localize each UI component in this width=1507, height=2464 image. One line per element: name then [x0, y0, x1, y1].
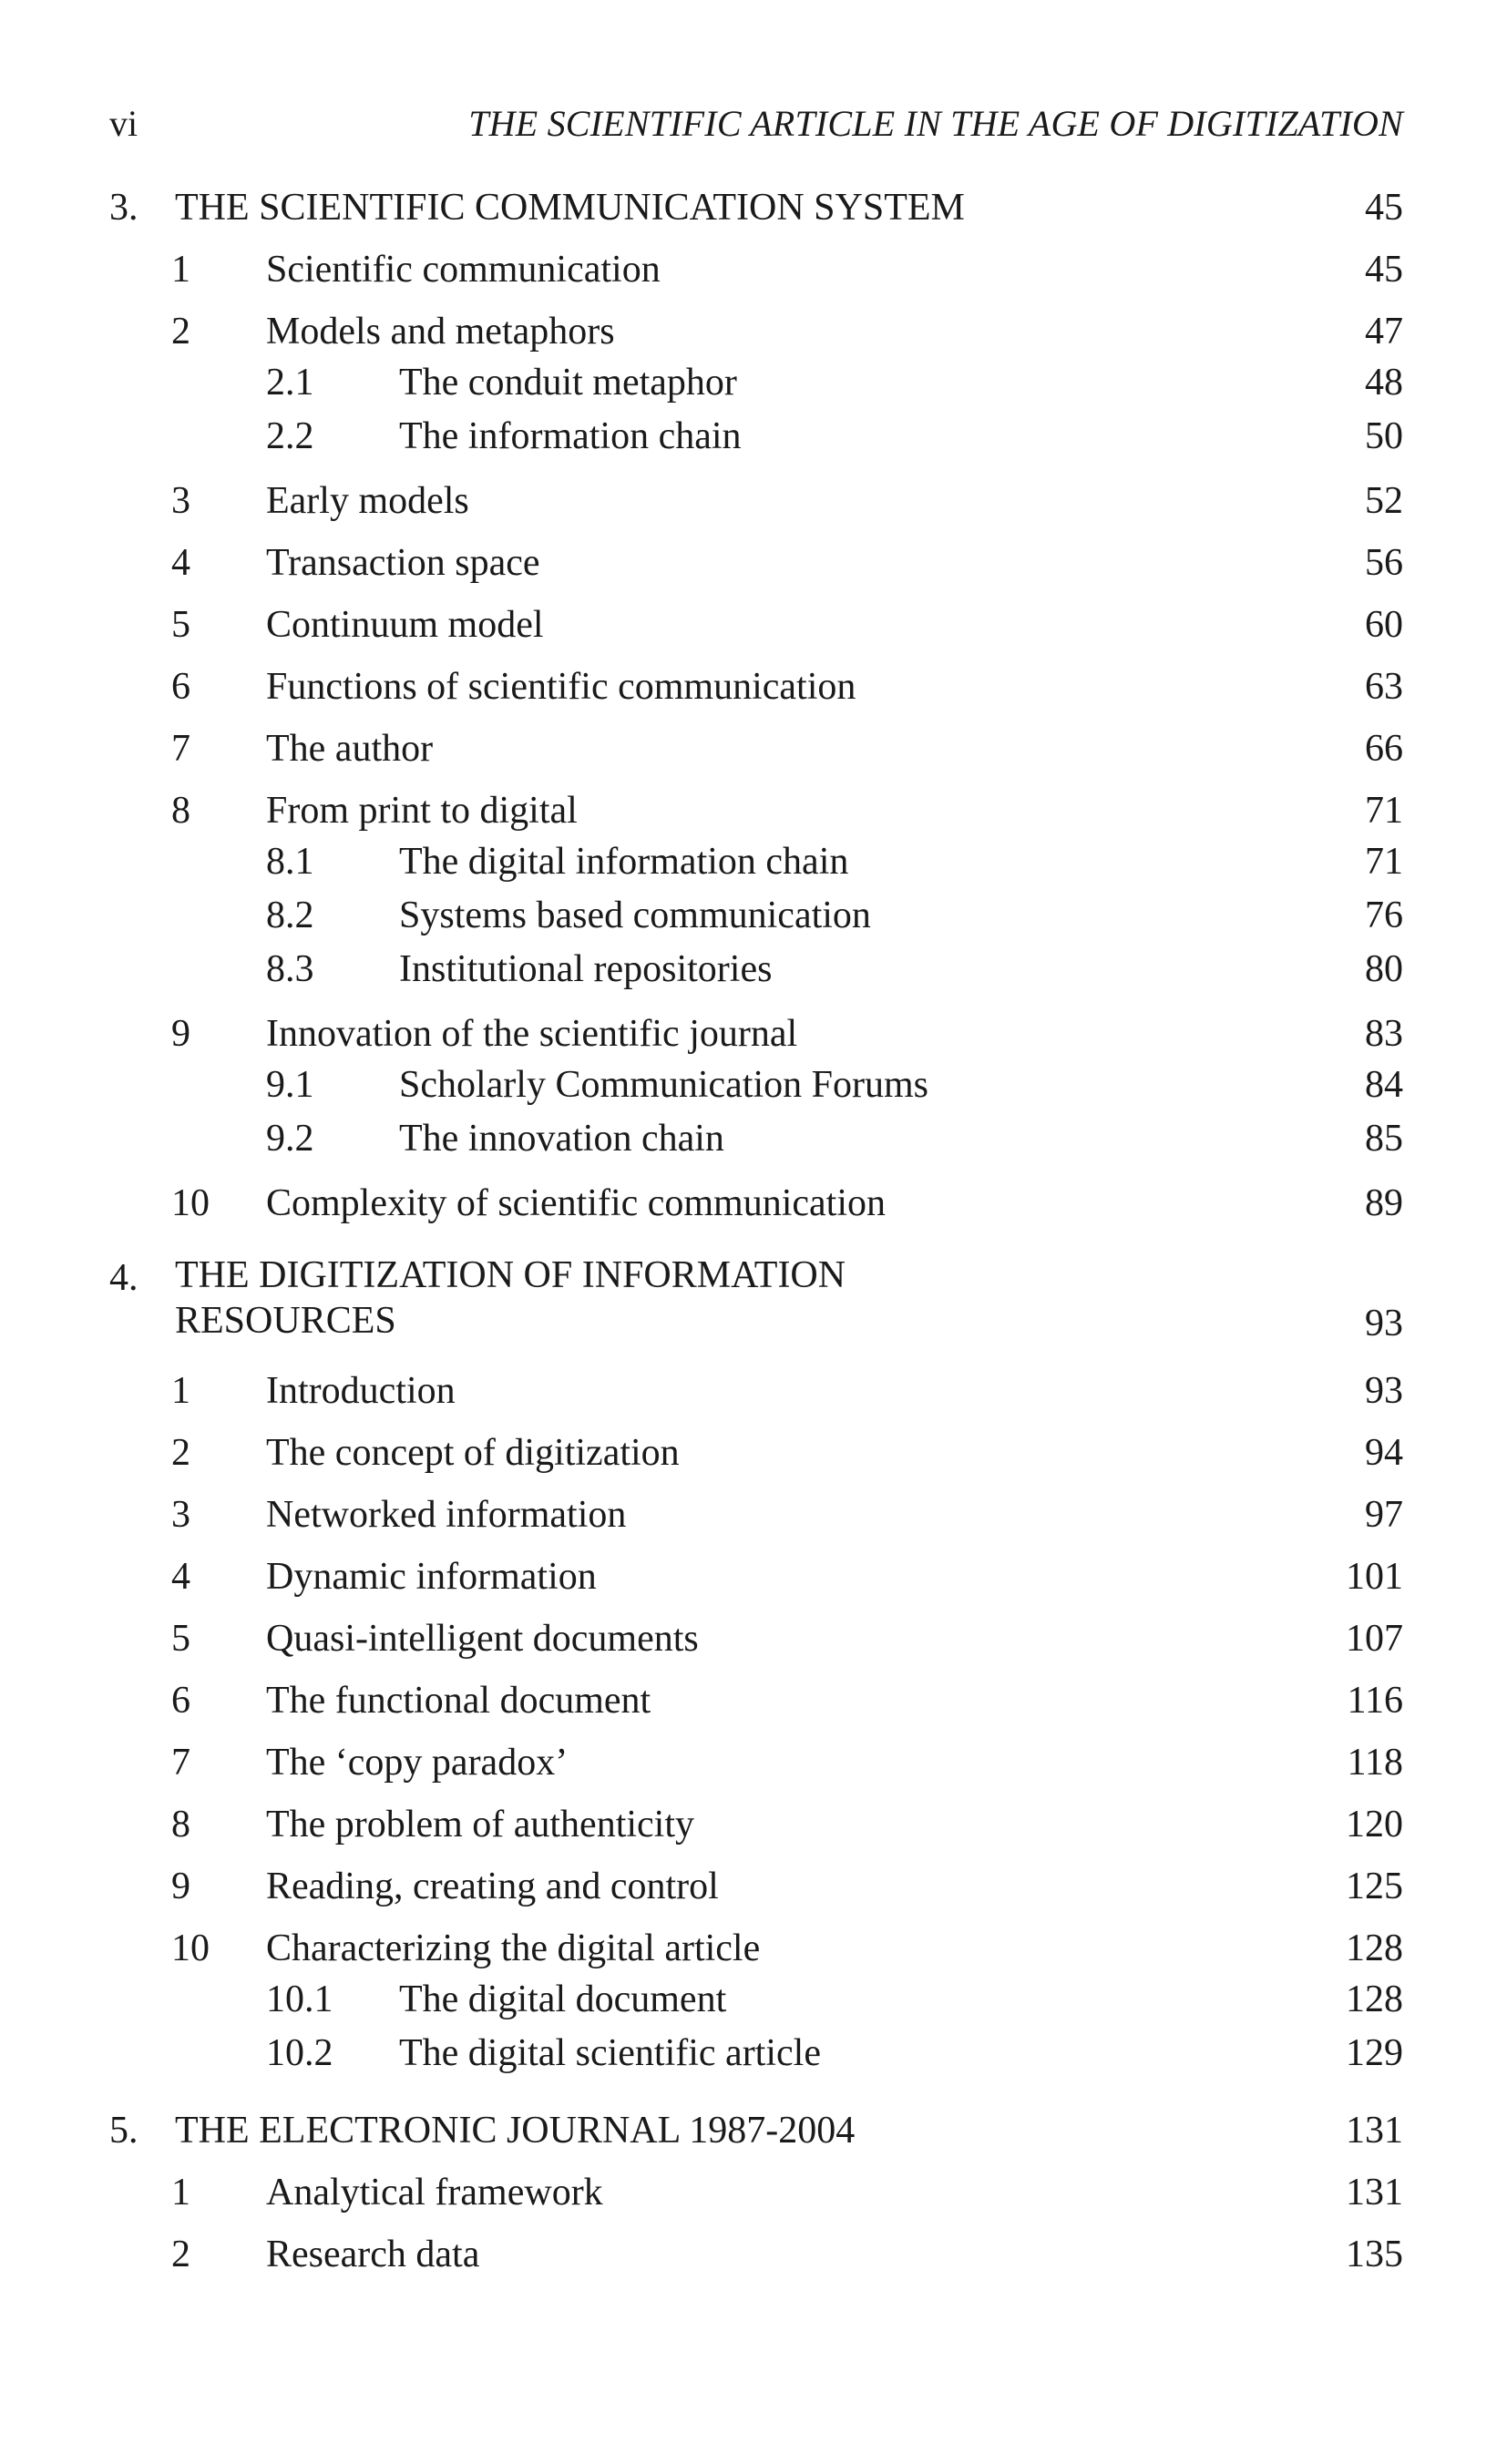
section-number: 10	[171, 1182, 210, 1224]
chapter-number: 3.	[109, 187, 138, 229]
running-head	[109, 102, 1403, 153]
subsection-title: The digital information chain	[399, 841, 849, 883]
section-number: 4	[171, 1556, 190, 1598]
section-number: 3	[171, 480, 190, 522]
toc-subsection	[109, 1059, 1403, 1113]
toc-section	[109, 1675, 1403, 1726]
subsection-page: 76	[1365, 895, 1403, 936]
section-number: 5	[171, 1618, 190, 1660]
subsection-page: 85	[1365, 1118, 1403, 1160]
subsection-title: The digital scientific article	[399, 2032, 821, 2074]
toc-chapter	[109, 2105, 1403, 2280]
subsection-title: The conduit metaphor	[399, 362, 737, 404]
section-title: Quasi-intelligent documents	[266, 1618, 699, 1660]
table-of-contents	[109, 182, 1403, 2291]
toc-section	[109, 785, 1403, 836]
section-title: The ‘copy paradox’	[266, 1742, 569, 1784]
toc-section	[109, 723, 1403, 774]
section-number: 8	[171, 1804, 190, 1845]
toc-section	[109, 1923, 1403, 1974]
subsection-number: 8.1	[266, 841, 314, 883]
chapter-title: THE SCIENTIFIC COMMUNICATION SYSTEM	[175, 187, 965, 229]
section-page: 125	[1346, 1866, 1403, 1907]
subsection-page: 80	[1365, 948, 1403, 990]
chapter-spacer	[109, 2092, 1403, 2105]
subsection-title: The information chain	[399, 415, 742, 457]
toc-section	[109, 1799, 1403, 1850]
section-title: Innovation of the scientific journal	[266, 1013, 798, 1055]
section-page: 63	[1365, 666, 1403, 708]
section-number: 1	[171, 249, 190, 291]
section-page: 56	[1365, 542, 1403, 584]
subsection-number: 8.3	[266, 948, 314, 990]
subsection-number: 8.2	[266, 895, 314, 936]
section-page: 94	[1365, 1432, 1403, 1474]
subsection-number: 9.1	[266, 1064, 314, 1106]
subsection-number: 2.1	[266, 362, 314, 404]
section-title: Early models	[266, 480, 469, 522]
section-number: 6	[171, 666, 190, 708]
section-title: Transaction space	[266, 542, 540, 584]
toc-section	[109, 661, 1403, 712]
subsection-number: 10.2	[266, 2032, 333, 2074]
section-title: Complexity of scientific communication	[266, 1182, 887, 1224]
subsection-page: 129	[1346, 2032, 1403, 2074]
section-number: 2	[171, 1432, 190, 1474]
section-title: Characterizing the digital article	[266, 1927, 761, 1969]
section-title: Functions of scientific communication	[266, 666, 856, 708]
toc-section	[109, 1427, 1403, 1478]
chapter-title: THE DIGITIZATION OF INFORMATION RESOURCES	[175, 1254, 846, 1342]
toc-section	[109, 537, 1403, 588]
section-page: 107	[1346, 1618, 1403, 1660]
section-page: 93	[1365, 1370, 1403, 1412]
section-page: 89	[1365, 1182, 1403, 1224]
section-title: Continuum model	[266, 604, 544, 646]
subsection-page: 71	[1365, 841, 1403, 883]
section-number: 2	[171, 2234, 190, 2275]
chapter-page: 93	[1365, 1303, 1403, 1344]
section-number: 1	[171, 1370, 190, 1412]
section-number: 7	[171, 728, 190, 770]
section-title: The functional document	[266, 1680, 651, 1722]
toc-section	[109, 306, 1403, 357]
toc-section	[109, 1008, 1403, 1059]
toc-section	[109, 475, 1403, 527]
toc-section	[109, 599, 1403, 650]
section-page: 118	[1347, 1742, 1403, 1784]
chapter-title: THE ELECTRONIC JOURNAL 1987-2004	[175, 2110, 856, 2152]
subsection-number: 10.1	[266, 1978, 333, 2020]
section-title: Dynamic information	[266, 1556, 597, 1598]
section-page: 52	[1365, 480, 1403, 522]
toc-subsection	[109, 2028, 1403, 2081]
toc-subsection	[109, 890, 1403, 944]
toc-subsection	[109, 944, 1403, 997]
chapter-page: 131	[1346, 2110, 1403, 2152]
toc-section	[109, 1551, 1403, 1602]
subsection-page: 128	[1346, 1978, 1403, 2020]
section-number: 1	[171, 2172, 190, 2214]
section-number: 6	[171, 1680, 190, 1722]
section-page: 135	[1346, 2234, 1403, 2275]
section-title: Scientific communication	[266, 249, 661, 291]
toc-section	[109, 1861, 1403, 1912]
toc-chapter-heading	[109, 1252, 1403, 1355]
chapter-number: 4.	[109, 1257, 138, 1299]
section-page: 71	[1365, 790, 1403, 832]
running-title: THE SCIENTIFIC ARTICLE IN THE AGE OF DIGITIZATION	[468, 103, 1403, 144]
section-number: 8	[171, 790, 190, 832]
toc-chapter-heading	[109, 182, 1403, 233]
section-number: 2	[171, 311, 190, 353]
subsection-page: 48	[1365, 362, 1403, 404]
section-page: 45	[1365, 249, 1403, 291]
document-page	[109, 0, 1403, 2464]
section-number: 10	[171, 1927, 210, 1969]
subsection-title: The digital document	[399, 1978, 727, 2020]
toc-section	[109, 1613, 1403, 1664]
toc-subsection	[109, 411, 1403, 465]
section-title: The problem of authenticity	[266, 1804, 695, 1845]
toc-subsection	[109, 1974, 1403, 2028]
section-number: 7	[171, 1742, 190, 1784]
section-page: 83	[1365, 1013, 1403, 1055]
page-folio: vi	[109, 103, 138, 144]
toc-section	[109, 244, 1403, 295]
chapter-spacer	[109, 1240, 1403, 1252]
subsection-page: 50	[1365, 415, 1403, 457]
chapter-number: 5.	[109, 2110, 138, 2152]
subsection-title: Systems based communication	[399, 895, 871, 936]
section-title: The concept of digitization	[266, 1432, 680, 1474]
section-title: Reading, creating and control	[266, 1866, 719, 1907]
toc-chapter	[109, 182, 1403, 1229]
section-number: 5	[171, 604, 190, 646]
section-title: From print to digital	[266, 790, 578, 832]
section-page: 128	[1346, 1927, 1403, 1969]
section-page: 97	[1365, 1494, 1403, 1536]
toc-chapter	[109, 1252, 1403, 2081]
section-title: Analytical framework	[266, 2172, 603, 2214]
section-page: 47	[1365, 311, 1403, 353]
toc-subsection	[109, 357, 1403, 411]
section-title: Networked information	[266, 1494, 627, 1536]
section-page: 120	[1346, 1804, 1403, 1845]
subsection-title: The innovation chain	[399, 1118, 724, 1160]
toc-section	[109, 1178, 1403, 1229]
toc-chapter-heading	[109, 2105, 1403, 2156]
subsection-title: Scholarly Communication Forums	[399, 1064, 928, 1106]
toc-subsection	[109, 1113, 1403, 1167]
toc-section	[109, 1737, 1403, 1788]
subsection-title: Institutional repositories	[399, 948, 773, 990]
section-title: The author	[266, 728, 434, 770]
section-number: 3	[171, 1494, 190, 1536]
toc-section	[109, 2229, 1403, 2280]
section-title: Introduction	[266, 1370, 456, 1412]
section-page: 101	[1346, 1556, 1403, 1598]
toc-subsection	[109, 836, 1403, 890]
chapter-page: 45	[1365, 187, 1403, 229]
subsection-page: 84	[1365, 1064, 1403, 1106]
section-number: 9	[171, 1866, 190, 1907]
section-title: Models and metaphors	[266, 311, 615, 353]
toc-section	[109, 1365, 1403, 1416]
toc-section	[109, 2167, 1403, 2218]
toc-section	[109, 1489, 1403, 1540]
subsection-number: 9.2	[266, 1118, 314, 1160]
section-page: 131	[1346, 2172, 1403, 2214]
subsection-number: 2.2	[266, 415, 314, 457]
section-page: 116	[1347, 1680, 1403, 1722]
section-number: 9	[171, 1013, 190, 1055]
section-number: 4	[171, 542, 190, 584]
section-title: Research data	[266, 2234, 480, 2275]
section-page: 66	[1365, 728, 1403, 770]
section-page: 60	[1365, 604, 1403, 646]
